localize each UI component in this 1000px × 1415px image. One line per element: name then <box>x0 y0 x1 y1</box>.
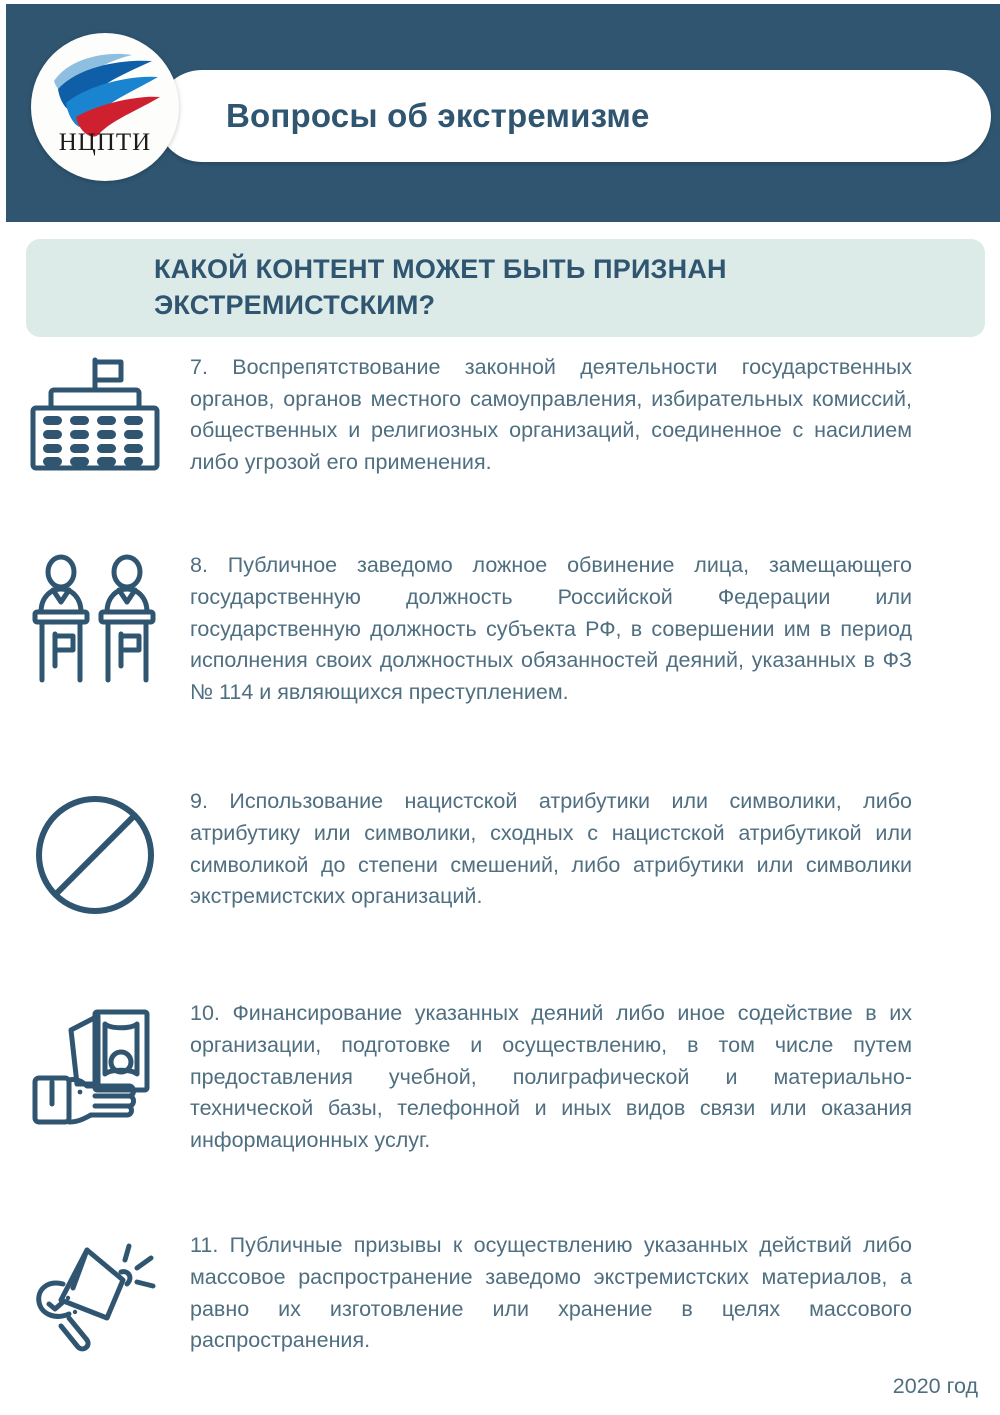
ncpti-swoosh-logo-icon <box>48 51 162 137</box>
list-item-text: 7. Воспрепятствование законной деятельности государственных органов, органов местного самоуправления, избирательных комиссий, общественных и религиозных организаций, соединенное с насилием либо угрозой его применения. <box>190 355 912 474</box>
megaphone-icon <box>0 1230 190 1356</box>
section-banner <box>26 239 985 337</box>
logo-abbreviation: НЦПТИ <box>58 129 152 156</box>
prohibition-sign-icon <box>0 786 190 920</box>
logo <box>31 33 179 181</box>
hand-holding-money-icon <box>0 998 190 1128</box>
list-item <box>0 786 1000 920</box>
list-item <box>0 352 1000 478</box>
list-item-text: 9. Использование нацистской атрибутики или символики, либо атрибутику или символики, сходных с нацистской атрибутикой или символикой до степени смешений, либо атрибутики или символики экстремистских организаций. <box>190 789 912 909</box>
header-title-pill <box>156 70 991 162</box>
list-item-text: 8. Публичное заведомо ложное обвинение лица, замещающего государственную должность Российской Федерации или государственную должность субъекта РФ, в совершении им в период исполнения своих должностных обязанностей деяний, указанных в ФЗ № 114 и являющихся преступлением. <box>190 553 912 704</box>
list-item <box>0 1230 1000 1356</box>
list-item <box>0 998 1000 1156</box>
section-heading: КАКОЙ КОНТЕНТ МОЖЕТ БЫТЬ ПРИЗНАН ЭКСТРЕМИСТСКИМ? <box>154 254 727 320</box>
list-item-text: 11. Публичные призывы к осуществлению указанных действий либо массовое распространение заведомо экстремистских материалов, а равно их изготовление или хранение в целях массового распространения. <box>190 1233 912 1353</box>
speakers-at-podiums-icon <box>0 550 190 684</box>
government-building-icon <box>0 352 190 474</box>
content-list <box>0 352 1000 1357</box>
list-item-text: 10. Финансирование указанных деяний либо иное содействие в их организации, подготовке и осуществлению, в том числе путем предоставления учебной, полиграфической и материально-технической базы, телефонной и иных видов связи или оказания информационных услуг. <box>190 1001 912 1152</box>
page-title: Вопросы об экстремизме <box>226 97 650 134</box>
footer-year: 2020 год <box>892 1374 978 1398</box>
list-item <box>0 550 1000 708</box>
